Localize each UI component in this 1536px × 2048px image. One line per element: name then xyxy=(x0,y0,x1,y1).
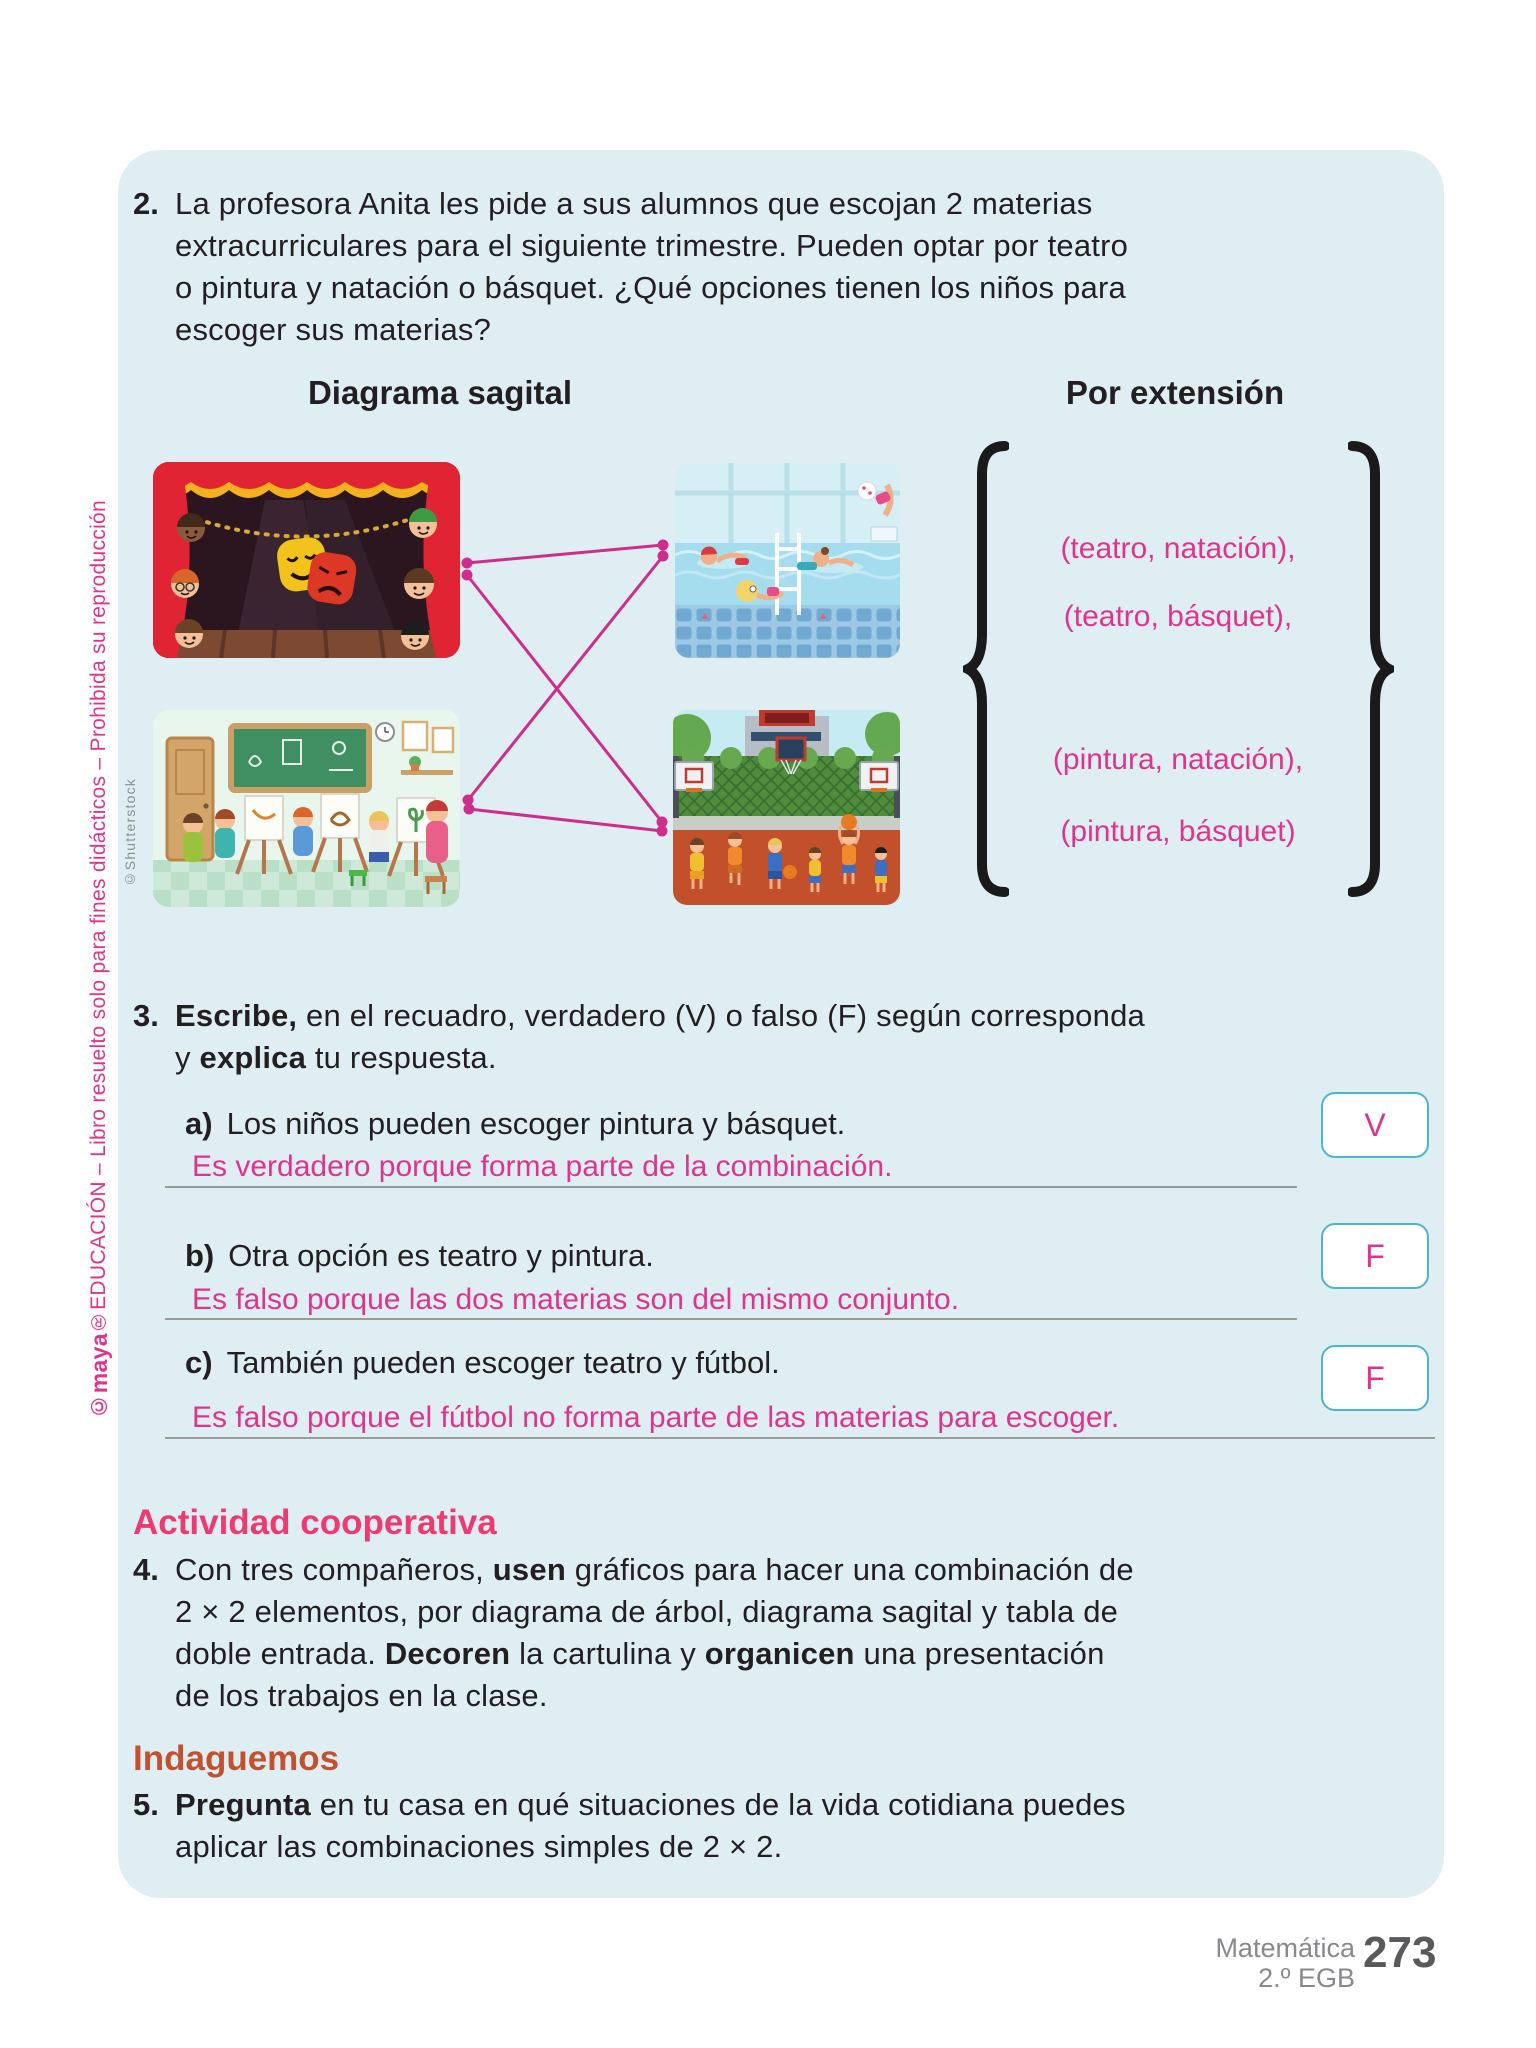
activity-heading: Actividad cooperativa xyxy=(133,1503,497,1542)
item-b-answer-box: F xyxy=(1321,1223,1429,1289)
natacion-image xyxy=(675,463,900,658)
footer-subject: Matemática 2.º EGB xyxy=(1215,1933,1355,1993)
exercise4-number: 4. xyxy=(133,1552,159,1587)
exercise5-text: Pregunta en tu casa en qué situaciones de la vida cotidiana puedes aplicar las combinaciones simples de 2 × 2. xyxy=(175,1787,1126,1864)
exercise4-text: Con tres compañeros, usen gráficos para hacer una combinación de 2 × 2 elementos, por diagrama de árbol, diagrama sagital y tabla de doble entrada. Decoren la cartulina y organicen una presentación de los trabajos en la clase. xyxy=(175,1552,1134,1713)
inquiry-heading: Indaguemos xyxy=(133,1739,340,1778)
item-a-answer: Es verdadero porque forma parte de la combinación. xyxy=(192,1150,893,1183)
exercise3-number: 3. xyxy=(133,998,159,1033)
exercise5-number: 5. xyxy=(133,1787,159,1822)
publisher-logo: ©maya xyxy=(86,1333,112,1420)
item-a-answer-box: V xyxy=(1321,1092,1429,1158)
pair-teatro-basquet: (teatro, básquet), xyxy=(1063,600,1293,633)
exercise3-intro: Escribe, en el recuadro, verdadero (V) o falso (F) según corresponda y explica tu respuesta. xyxy=(175,998,1145,1075)
item-c-statement: c) También pueden escoger teatro y fútbol. xyxy=(185,1345,780,1380)
basquet-image xyxy=(673,710,900,905)
publisher-org: ®EDUCACIÓN xyxy=(87,1181,110,1334)
teatro-image xyxy=(153,462,460,658)
item-c-answer-line xyxy=(165,1437,1435,1439)
legal-notice: – Libro resuelto solo para fines didácticos – Prohibida su reproducción xyxy=(87,500,110,1182)
item-a-statement: a) Los niños pueden escoger pintura y básquet. xyxy=(185,1106,846,1141)
diagram-title-sagital: Diagrama sagital xyxy=(307,374,573,411)
pair-pintura-basquet: (pintura, básquet) xyxy=(1060,815,1296,848)
item-c-answer-box: F xyxy=(1321,1345,1429,1411)
item-a-answer-line xyxy=(165,1186,1297,1188)
diagram-title-extension: Por extensión xyxy=(1065,374,1285,411)
pair-teatro-natacion: (teatro, natación), xyxy=(1060,532,1296,565)
pintura-image xyxy=(153,710,460,907)
item-c-answer: Es falso porque el fútbol no forma parte de las materias para escoger. xyxy=(192,1401,1120,1434)
exercise2-number: 2. xyxy=(133,186,159,221)
pair-pintura-natacion: (pintura, natación), xyxy=(1052,743,1304,776)
sidebar-copyright xyxy=(86,500,113,1490)
item-b-answer-line xyxy=(165,1318,1297,1320)
item-b-answer: Es falso porque las dos materias son del mismo conjunto. xyxy=(192,1283,960,1316)
page-number: 273 xyxy=(1363,1928,1437,1977)
photo-credit: ©Shutterstock xyxy=(122,778,138,888)
exercise2-text: La profesora Anita les pide a sus alumnos que escojan 2 materias extracurriculares para el siguiente trimestre. Pueden optar por teatro o pintura y natación o básquet. ¿Qué opciones tienen los niños para escoger sus materias? xyxy=(175,186,1129,347)
sagittal-lines xyxy=(455,530,680,845)
item-b-statement: b) Otra opción es teatro y pintura. xyxy=(185,1238,654,1273)
